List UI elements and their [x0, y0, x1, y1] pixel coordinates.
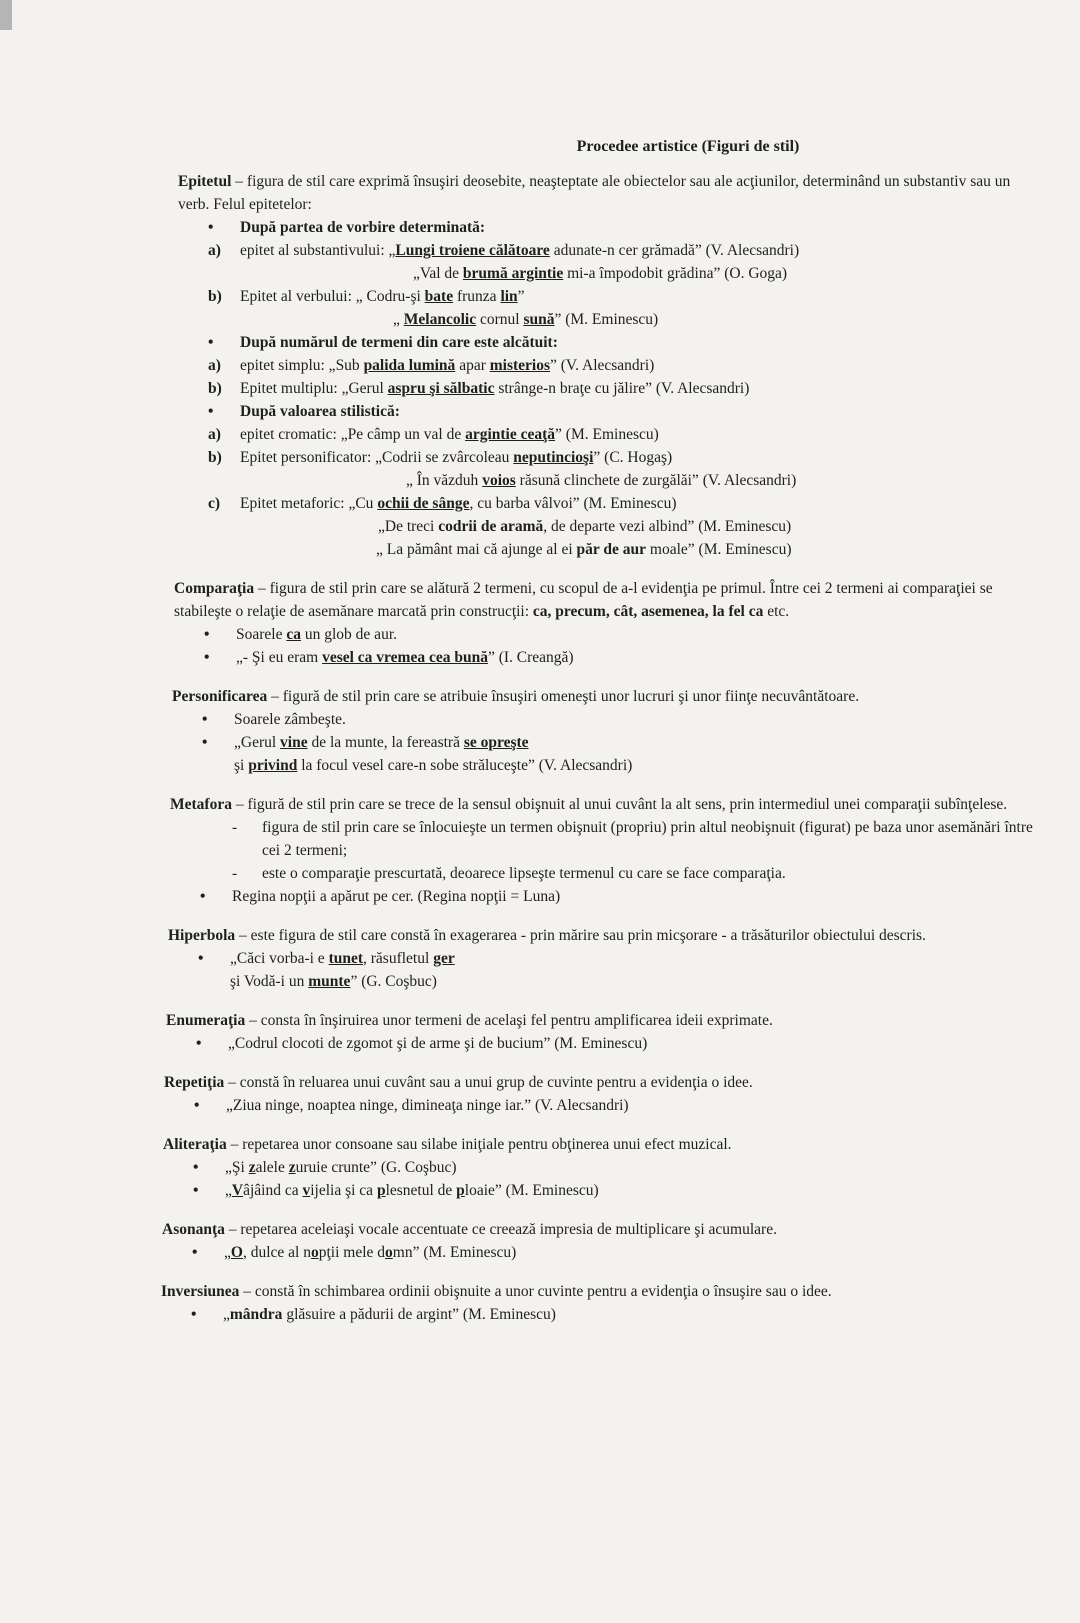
epitet-b1-continued: „ Melancolic cornul sună” (M. Eminescu)	[393, 311, 659, 328]
enumeratia-definition: Enumeraţia – consta în înşiruirea unor termeni de acelaşi fel pentru amplificarea ideii exprimate.	[166, 1012, 773, 1029]
comparatia-definition: Comparaţia – figura de stil prin care se alătură 2 termeni, cu scopul de a-l evidenţia pe primul. Între cei 2 termeni ai comparaţiei se stabileşte o relaţie de asemănare marcată prin construcţii: ca, precum, cât, asemenea, la fel ca etc.	[174, 580, 993, 620]
repetitia-example-1: • „Ziua ninge, noaptea ninge, dimineaţa ninge iar.” (V. Alecsandri)	[164, 1094, 1038, 1117]
epitet-b3: b) Epitet personificator: „Codrii se zvârcoleau neputincioşi” (C. Hogaş)	[208, 449, 673, 466]
epitet-c3-continued-2: „ La pământ mai că ajunge al ei păr de aur moale” (M. Eminescu)	[376, 541, 792, 558]
hiperbola-example-1-continued: şi Vodă-i un munte” (G. Coşbuc)	[230, 973, 437, 990]
epitet-a2: a) epitet simplu: „Sub palida lumină apar misterios” (V. Alecsandri)	[208, 357, 655, 374]
term-epitet: Epitetul	[178, 173, 232, 190]
personificarea-example-1: • Soarele zâmbeşte.	[172, 708, 1038, 731]
aliteratia-definition: Aliteraţia – repetarea unor consoane sau silabe iniţiale pentru obţinerea unui efect muzical.	[163, 1136, 732, 1153]
section-personificarea	[172, 685, 1038, 777]
personificarea-definition: Personificarea – figură de stil prin care se atribuie însuşiri omeneşti unor lucruri şi unor fiinţe necuvântătoare.	[172, 688, 860, 705]
repetitia-definition: Repetiţia – constă în reluarea unui cuvânt sau a unui grup de cuvinte pentru a evidenţia o idee.	[164, 1074, 753, 1091]
aliteratia-example-2: • „Vâjâind ca vijelia şi ca plesnetul de ploaie” (M. Eminescu)	[163, 1179, 1038, 1202]
asonanta-example-1: • „O, dulce al nopţii mele domn” (M. Eminescu)	[162, 1241, 1038, 1264]
page-title: Procedee artistice (Figuri de stil)	[576, 138, 800, 155]
enumeratia-example-1: • „Codrul clocoti de zgomot şi de arme şi de bucium” (M. Eminescu)	[166, 1032, 1038, 1055]
comparatia-example-1: • Soarele ca un glob de aur.	[174, 623, 1038, 646]
epitet-c3-continued-1: „De treci codrii de aramă, de departe vezi albind” (M. Eminescu)	[378, 518, 792, 535]
scan-edge-mark	[0, 0, 12, 30]
section-asonanta	[162, 1218, 1038, 1264]
metafora-example-1: • Regina nopţii a apărut pe cer. (Regina nopţii = Luna)	[170, 885, 1038, 908]
comparatia-example-2: • „- Şi eu eram vesel ca vremea cea bună” (I. Creangă)	[174, 646, 1038, 669]
metafora-note-2: - este o comparaţie prescurtată, deoarece lipseşte termenul cu care se face comparaţia.	[170, 862, 1038, 885]
personificarea-example-2: • „Gerul vine de la munte, la fereastră se opreşte	[172, 731, 1038, 754]
section-enumeratia	[166, 1009, 1038, 1055]
inversiunea-example-1: • „mândra glăsuire a pădurii de argint” (M. Eminescu)	[161, 1303, 1038, 1326]
epitet-heading-numar-termeni: • După numărul de termeni din care este alcătuit:	[178, 331, 1038, 354]
section-repetitia	[164, 1071, 1038, 1117]
inversiunea-definition: Inversiunea – constă în schimbarea ordinii obişnuite a unor cuvinte pentru a evidenţia o însuşire sau o idee.	[161, 1283, 832, 1300]
epitet-a3: a) epitet cromatic: „Pe câmp un val de argintie ceaţă” (M. Eminescu)	[208, 426, 659, 443]
personificarea-example-2-continued: şi privind la focul vesel care-n sobe străluceşte” (V. Alecsandri)	[234, 757, 633, 774]
aliteratia-example-1: • „Şi zalele zuruie crunte” (G. Coşbuc)	[163, 1156, 1038, 1179]
metafora-definition: Metafora – figură de stil prin care se trece de la sensul obişnuit al unui cuvânt la alt sens, prin intermediul unei comparaţii subînţelese.	[170, 796, 1008, 813]
epitet-heading-parte-vorbire: • După partea de vorbire determinată:	[178, 216, 1038, 239]
section-aliteratia	[163, 1133, 1038, 1202]
epitet-heading-valoare-stilistica: • După valoarea stilistică:	[178, 400, 1038, 423]
document-body	[161, 135, 1038, 1342]
epitet-a1: a) epitet al substantivului: „Lungi troiene călătoare adunate-n cer grămadă” (V. Alecsandri)	[208, 242, 800, 259]
metafora-note-1: - figura de stil prin care se înlocuieşte un termen obişnuit (propriu) prin altul neobişnuit (figurat) pe baza unor asemănări între cei 2 termeni;	[170, 816, 1038, 862]
section-comparatia	[174, 577, 1038, 669]
epitet-a1-continued: „Val de brumă argintie mi-a împodobit grădina” (O. Goga)	[413, 265, 788, 282]
hiperbola-definition: Hiperbola – este figura de stil care constă în exagerarea - prin mărire sau prin micşorare - a trăsăturilor obiectului descris.	[168, 927, 926, 944]
epitet-b3-continued: „ În văzduh voios răsună clinchete de zurgălăi” (V. Alecsandri)	[406, 472, 797, 489]
epitet-b1: b) Epitet al verbului: „ Codru-şi bate frunza lin”	[208, 288, 525, 305]
section-metafora	[170, 793, 1038, 908]
asonanta-definition: Asonanţa – repetarea aceleiaşi vocale accentuate ce creează impresia de multiplicare şi acumulare.	[162, 1221, 777, 1238]
hiperbola-example-1: • „Căci vorba-i e tunet, răsufletul ger	[168, 947, 1038, 970]
section-epitet	[178, 170, 1038, 561]
section-inversiunea	[161, 1280, 1038, 1326]
section-hiperbola	[168, 924, 1038, 993]
epitet-b2: b) Epitet multiplu: „Gerul aspru şi sălbatic strânge-n braţe cu jălire” (V. Alecsandri)	[208, 380, 750, 397]
epitet-definition: Epitetul – figura de stil care exprimă însuşiri deosebite, neaşteptate ale obiectelor sau ale acţiunilor, determinând un substantiv sau un verb. Felul epitetelor:	[178, 173, 1011, 213]
epitet-c3: c) Epitet metaforic: „Cu ochii de sânge, cu barba vâlvoi” (M. Eminescu)	[208, 495, 677, 512]
